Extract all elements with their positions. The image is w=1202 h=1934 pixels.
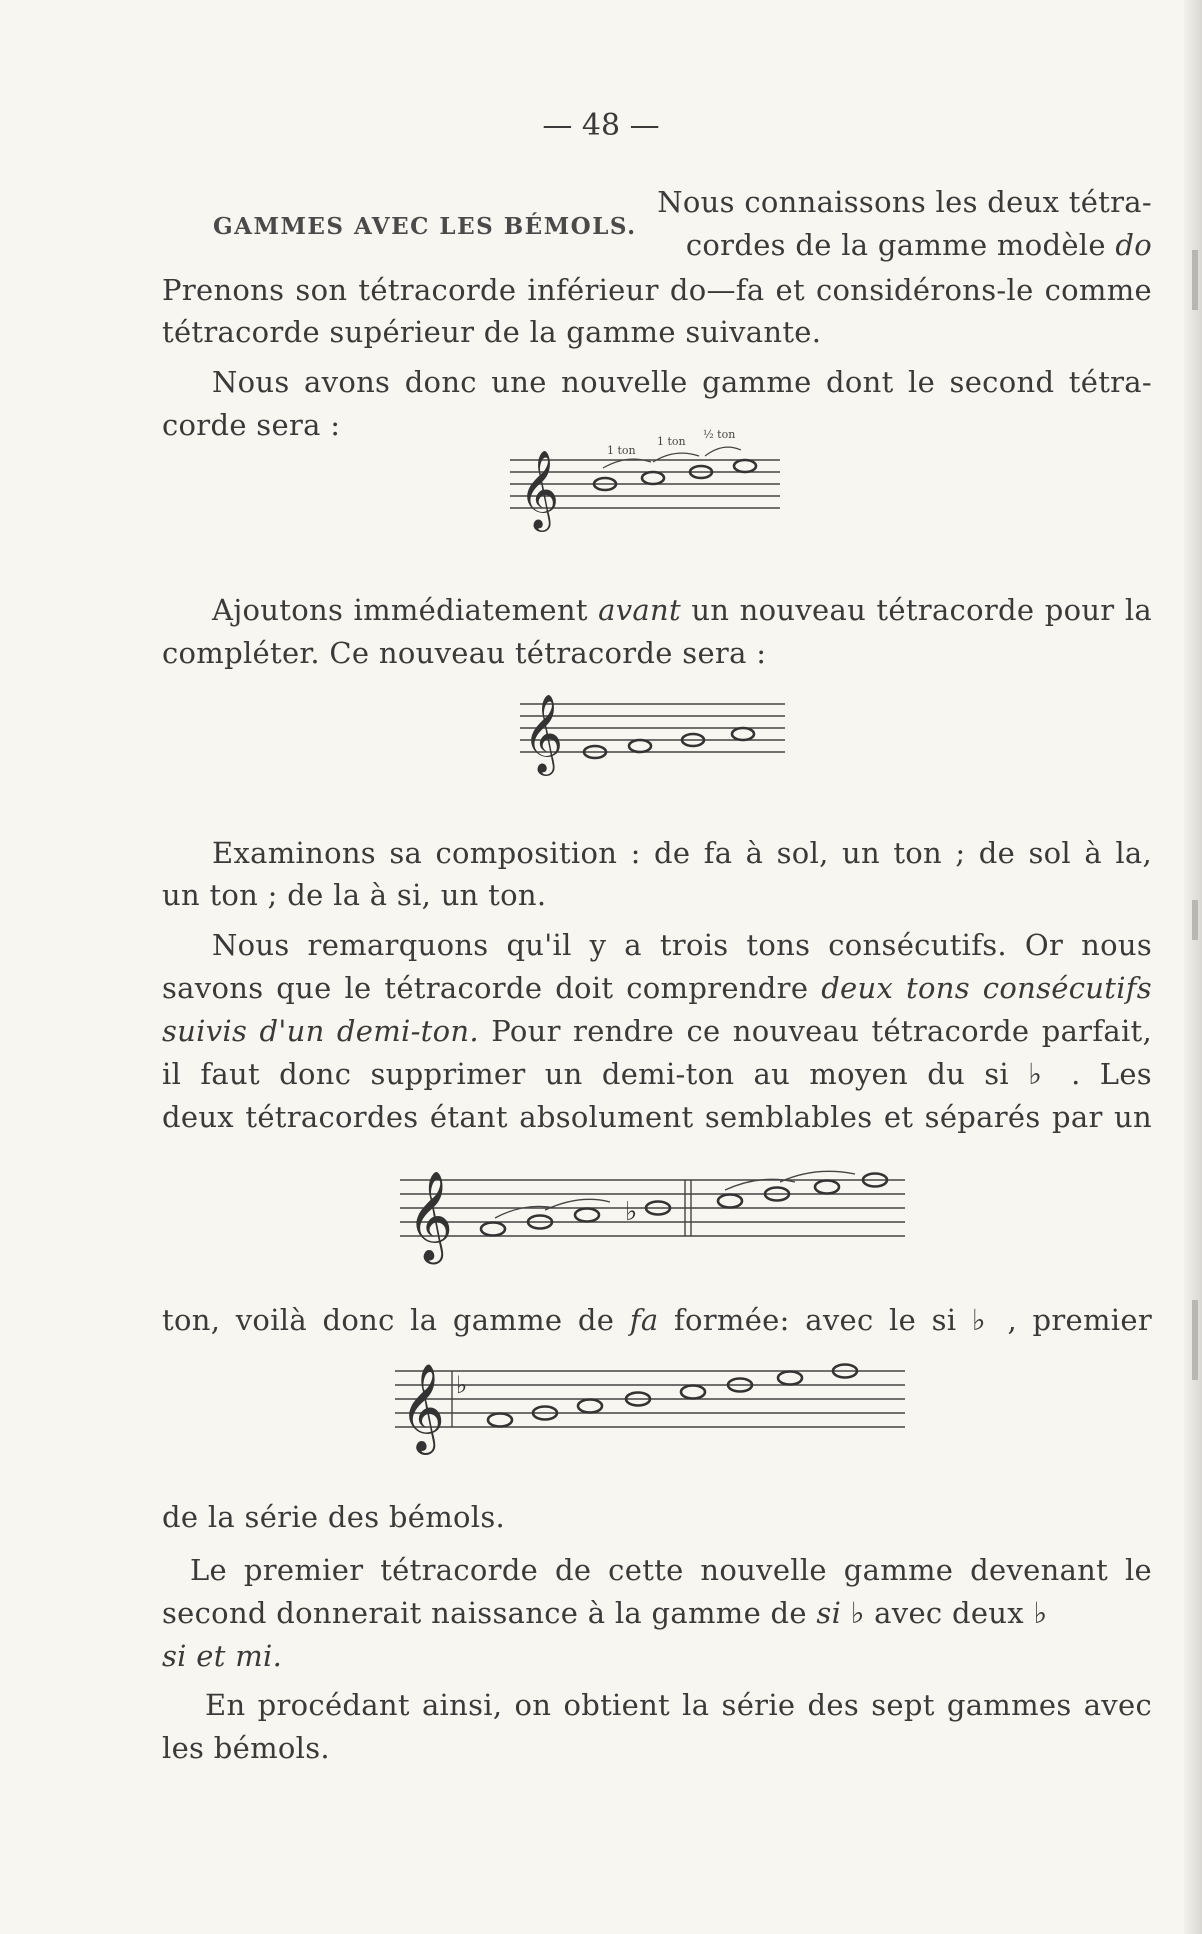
italic-span: suivis d'un demi-ton. <box>162 1014 479 1048</box>
italic-span: si <box>816 1596 842 1630</box>
text-line: si et mi. <box>162 1639 283 1673</box>
svg-text:𝄞: 𝄞 <box>519 450 560 529</box>
text-line: Nous remarquons qu'il y a trois tons consécutifs. Or nous <box>212 928 1152 962</box>
text-line: Examinons sa composition : de fa à sol, un ton ; de sol à la, <box>212 836 1152 870</box>
staff-label: ½ ton <box>703 428 736 441</box>
text-line: Nous connaissons les deux tétra- <box>657 185 1152 219</box>
text-line <box>162 1593 1152 1633</box>
text-line: les bémols. <box>162 1731 330 1765</box>
text-span: second donnerait naissance à la gamme de <box>162 1596 817 1630</box>
text-span: formée: avec le si ♭ , premier <box>658 1303 1152 1337</box>
svg-text:♭: ♭ <box>625 1197 638 1227</box>
text-line: un ton ; de la à si, un ton. <box>162 878 547 912</box>
staff-label: 1 ton <box>657 435 686 448</box>
text-line: de la série des bémols. <box>162 1500 506 1534</box>
svg-text:𝄞: 𝄞 <box>523 694 564 773</box>
svg-text:𝄞: 𝄞 <box>407 1171 454 1261</box>
text-line <box>212 590 1152 630</box>
page-number: — 48 — <box>542 108 660 143</box>
text-line: compléter. Ce nouveau tétracorde sera : <box>162 636 767 670</box>
svg-text:𝄞: 𝄞 <box>400 1362 445 1451</box>
text-line: tétracorde supérieur de la gamme suivante. <box>162 315 822 349</box>
text-span: ♭ avec deux ♭ <box>841 1596 1048 1630</box>
page-edge-mark <box>1192 250 1198 310</box>
music-staff-new-tetrachord <box>515 680 805 790</box>
music-staff-f-major-scale <box>390 1345 910 1465</box>
text-line: deux tétracordes étant absolument semblables et séparés par un <box>162 1100 1152 1134</box>
italic-span: fa <box>629 1303 659 1337</box>
italic-span: avant <box>598 593 681 627</box>
music-staff-upper-tetrachord <box>505 420 795 550</box>
text-span: cordes de la gamme modèle <box>685 228 1116 262</box>
text-line: Prenons son tétracorde inférieur do—fa et considérons-le comme <box>162 273 1152 307</box>
staff-label: 1 ton <box>607 444 636 457</box>
music-staff-two-tetrachords <box>395 1150 915 1275</box>
italic-span: deux tons consécutifs <box>821 971 1152 1005</box>
text-line: il faut donc supprimer un demi-ton au moyen du si ♭ . Les <box>162 1057 1152 1091</box>
text-line <box>655 225 1152 265</box>
text-line <box>162 1300 1152 1340</box>
text-line: Le premier tétracorde de cette nouvelle gamme devenant le <box>190 1553 1152 1587</box>
section-heading: GAMMES AVEC LES BÉMOLS. <box>213 213 637 240</box>
svg-text:♭: ♭ <box>456 1371 468 1399</box>
italic-span: do <box>1115 228 1152 262</box>
text-line: corde sera : <box>162 408 341 442</box>
text-span: Ajoutons immédiatement <box>212 593 599 627</box>
text-span: un nouveau tétracorde pour la <box>680 593 1153 627</box>
text-span: Pour rendre ce nouveau tétracorde parfait, <box>478 1014 1152 1048</box>
text-line <box>162 1011 1152 1051</box>
text-span: ton, voilà donc la gamme de <box>162 1303 630 1337</box>
text-span: savons que le tétracorde doit comprendre <box>162 971 822 1005</box>
page-edge-mark <box>1192 900 1198 940</box>
text-line: Nous avons donc une nouvelle gamme dont le second tétra- <box>212 365 1152 399</box>
text-line <box>162 968 1152 1008</box>
text-line: En procédant ainsi, on obtient la série des sept gammes avec <box>205 1688 1152 1722</box>
page-edge-mark <box>1192 1300 1198 1380</box>
